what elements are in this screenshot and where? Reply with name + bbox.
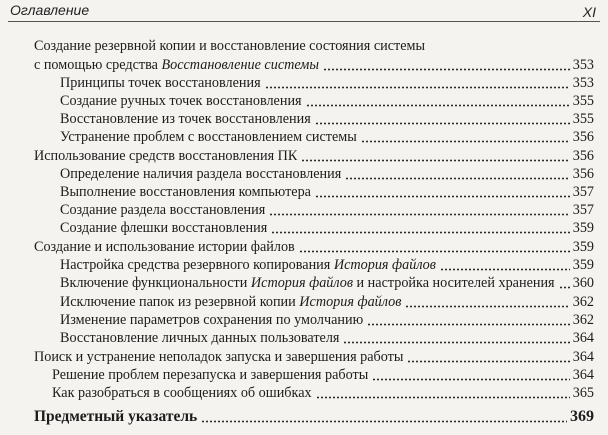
toc-entry-title [60, 255, 438, 275]
toc-entry-text: Создание флешки восстановления [60, 220, 268, 236]
toc-entry-page-number: 359 [572, 220, 594, 236]
toc-entry-title [60, 182, 313, 202]
toc-entry [0, 55, 608, 75]
toc-entry-page-number: 364 [572, 349, 594, 365]
toc-entry-text: Создание ручных точек восстановления [60, 93, 302, 109]
toc-leader-dots [367, 323, 570, 326]
toc-entry-text-continued: и настройка носителей хранения [353, 275, 555, 291]
toc-entry-page-number: 360 [572, 275, 594, 291]
header-page-number: XI [582, 4, 596, 20]
toc-leader-dots [361, 140, 570, 143]
toc-leader-dots [265, 86, 570, 89]
toc-leader-dots [299, 250, 570, 253]
toc-leader-dots [407, 360, 569, 363]
toc-entry [0, 109, 608, 129]
toc-entry [0, 182, 608, 202]
toc-leader-dots [271, 231, 569, 234]
toc-entry [0, 347, 608, 367]
toc-entry-text: Как разобраться в сообщениях об ошибках [52, 385, 312, 401]
toc-entry [0, 383, 608, 403]
toc-entry-page-number: 359 [572, 239, 594, 255]
toc-entry-page-number: 356 [572, 129, 594, 145]
toc-entry [0, 255, 608, 275]
toc-entry-page-number: 362 [572, 312, 594, 328]
toc-entry [0, 164, 608, 184]
toc-entry-title [60, 109, 313, 129]
toc-entry-text: Принципы точек восстановления [60, 75, 261, 91]
toc-entry-page-number: 355 [572, 93, 594, 109]
toc-entry-title [34, 55, 321, 75]
toc-entry [0, 407, 608, 427]
toc-entry-page-number: 362 [572, 294, 594, 310]
toc-entry-page-number: 355 [572, 111, 594, 127]
toc-entry [0, 218, 608, 238]
toc-entry [0, 237, 608, 257]
toc-entry [0, 365, 608, 385]
toc-leader-dots [306, 104, 570, 107]
toc-entry [0, 328, 608, 348]
toc-entry-text: Включение функциональности [60, 275, 251, 291]
toc-entry-title [60, 164, 343, 184]
toc-entry-italic-text: Восстановление системы [161, 57, 319, 73]
toc-leader-dots [315, 122, 570, 125]
toc-leader-dots [343, 341, 569, 344]
toc-entry-text: Выполнение восстановления компьютера [60, 184, 311, 200]
toc-entry-text: Создание резервной копии и восстановление состояния системы [34, 38, 426, 54]
toc-entry [0, 200, 608, 220]
toc-entry-page-number: 353 [572, 75, 594, 91]
toc-leader-dots [201, 420, 567, 423]
toc-entry-title [34, 407, 199, 427]
toc-entry-italic-text: История файлов [333, 257, 436, 273]
toc-entry-text: Определение наличия раздела восстановления [60, 166, 342, 182]
toc-entry [0, 273, 608, 293]
toc-leader-dots [323, 68, 570, 71]
toc-entry-title [60, 218, 269, 238]
toc-entry-italic-text: История файлов [299, 294, 402, 310]
toc-entry-page-number: 353 [572, 57, 594, 73]
toc-entry-text: Предметный указатель [34, 408, 198, 425]
toc-entry-title [34, 237, 297, 257]
toc-entry [0, 146, 608, 166]
toc-entry-text: Восстановление из точек восстановления [60, 111, 311, 127]
toc-entry-title [60, 292, 403, 312]
toc-entry-page-number: 365 [572, 385, 594, 401]
toc-entry [0, 127, 608, 147]
toc-entry [0, 73, 608, 93]
toc-entry-text: Поиск и устранение неполадок запуска и завершения работы [34, 349, 404, 365]
toc-leader-dots [316, 396, 570, 399]
toc-entry-title [34, 146, 299, 166]
toc-leader-dots [440, 268, 570, 271]
toc-entry-text: Изменение параметров сохранения по умолчанию [60, 312, 364, 328]
toc-entry-title [60, 328, 341, 348]
toc-entry-text: Решение проблем перезапуска и завершения работы [52, 367, 369, 383]
toc-entry-title [52, 365, 370, 385]
toc-entry-text: Устранение проблем с восстановлением системы [60, 129, 357, 145]
toc-entry-title [60, 91, 304, 111]
toc-entry-page-number: 369 [570, 408, 594, 425]
toc-entry-page-number: 357 [572, 184, 594, 200]
toc-entry-title [34, 347, 405, 367]
toc-entry-text: Исключение папок из резервной копии [60, 294, 300, 310]
toc-entry-text: с помощью средства [34, 57, 162, 73]
running-header [0, 0, 608, 24]
toc-entry-page-number: 356 [572, 148, 594, 164]
toc-entry-text: Создание и использование истории файлов [34, 239, 295, 255]
toc-entry [0, 310, 608, 330]
toc-leader-dots [269, 213, 569, 216]
toc-leader-dots [405, 305, 569, 308]
toc-leader-dots [559, 286, 570, 289]
toc-leader-dots [372, 378, 569, 381]
toc-entry [0, 36, 608, 56]
toc-entry [0, 292, 608, 312]
toc-entry-title [60, 73, 263, 93]
toc-entry-title [52, 383, 314, 403]
toc-entry-page-number: 357 [572, 202, 594, 218]
toc-leader-dots [315, 195, 570, 198]
toc-entry-page-number: 356 [572, 166, 594, 182]
header-title: Оглавление [10, 2, 90, 18]
toc-entry-text: Настройка средства резервного копирования [60, 257, 334, 273]
toc-entry-title [60, 127, 359, 147]
toc-leader-dots [301, 159, 569, 162]
header-rule [8, 21, 600, 22]
toc-entry-text: Создание раздела восстановления [60, 202, 266, 218]
toc-entry-page-number: 359 [572, 257, 594, 273]
toc-entry-page-number: 364 [572, 367, 594, 383]
toc-entry-title [60, 273, 557, 293]
toc-leader-dots [345, 177, 569, 180]
toc-entry-page-number: 364 [572, 330, 594, 346]
toc-entry-title [60, 200, 267, 220]
toc-entry-text: Восстановление личных данных пользователя [60, 330, 340, 346]
toc-entry [0, 91, 608, 111]
toc-entry-text: Использование средств восстановления ПК [34, 148, 298, 164]
toc-entry-italic-text: История файлов [250, 275, 353, 291]
toc-entry-title [34, 36, 427, 56]
toc-entry-title [60, 310, 365, 330]
